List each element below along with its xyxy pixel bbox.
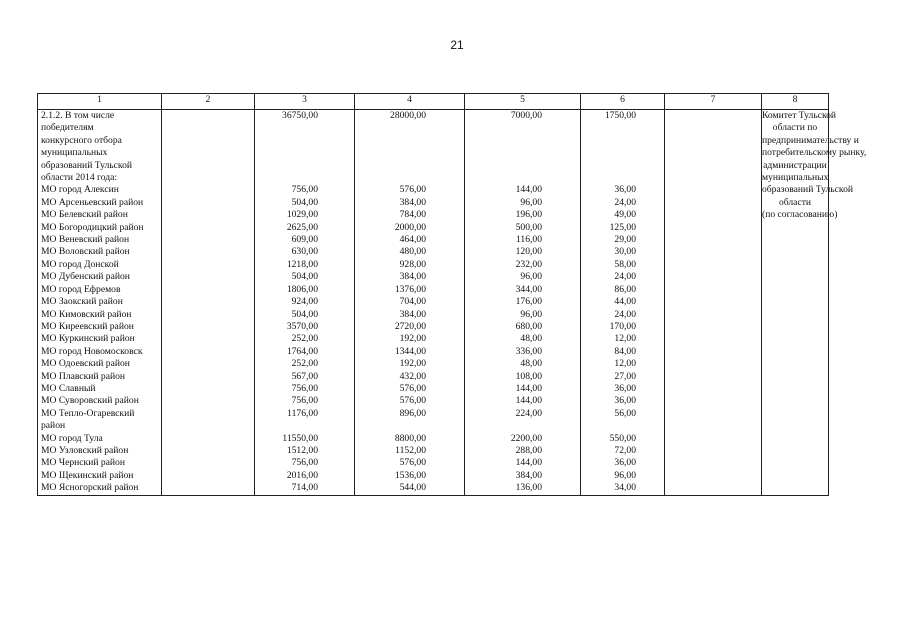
spacer — [255, 160, 318, 172]
header-cell: 7 — [665, 94, 762, 110]
value-c3: 2625,00 — [286, 221, 318, 233]
value-c6: 44,00 — [614, 296, 636, 308]
spacer — [255, 122, 318, 134]
value-c3: 504,00 — [291, 308, 318, 320]
municipality-name: МО Белевский район — [41, 209, 128, 221]
spacer — [581, 420, 636, 432]
body-row — [38, 110, 829, 496]
responsible-line: муниципальных — [762, 172, 829, 184]
value-c5: 232,00 — [515, 258, 542, 270]
spacer — [581, 122, 636, 134]
municipality-name: МО город Тула — [41, 432, 103, 444]
municipality-name: МО Воловский район — [41, 246, 130, 258]
total-value: 7000,00 — [510, 110, 542, 121]
spacer — [465, 172, 542, 184]
value-c3: 630,00 — [291, 246, 318, 258]
page-number: 21 — [450, 38, 464, 52]
value-c5: 144,00 — [515, 457, 542, 469]
value-c6: 96,00 — [614, 469, 636, 481]
spacer — [355, 122, 426, 134]
col4-cell — [355, 110, 465, 496]
value-c6: 36,00 — [614, 184, 636, 196]
spacer — [465, 135, 542, 147]
spacer — [355, 172, 426, 184]
section-title-line: муниципальных — [41, 147, 108, 159]
value-c3: 2016,00 — [286, 469, 318, 481]
value-c5: 108,00 — [515, 370, 542, 382]
value-c3: 252,00 — [291, 333, 318, 345]
value-c4: 8800,00 — [394, 432, 426, 444]
municipality-name: МО Тепло-Огаревский — [41, 407, 135, 419]
value-c4: 480,00 — [399, 246, 426, 258]
value-c6: 12,00 — [614, 358, 636, 370]
spacer — [581, 135, 636, 147]
value-c4: 576,00 — [399, 184, 426, 196]
value-c3: 1029,00 — [286, 209, 318, 221]
value-c3: 756,00 — [291, 395, 318, 407]
names-cell — [38, 110, 162, 496]
value-c4: 384,00 — [399, 196, 426, 208]
spacer — [355, 135, 426, 147]
value-c4: 576,00 — [399, 395, 426, 407]
value-c5: 144,00 — [515, 184, 542, 196]
responsible-line: области — [778, 196, 812, 208]
municipality-name: МО Суворовский район — [41, 395, 139, 407]
value-c4: 1376,00 — [394, 283, 426, 295]
responsible-line: Комитет Тульской — [762, 110, 837, 121]
value-c4: 192,00 — [399, 358, 426, 370]
value-c6: 49,00 — [614, 209, 636, 221]
empty-cell — [665, 110, 762, 496]
spacer — [465, 160, 542, 172]
value-c5: 48,00 — [520, 358, 542, 370]
value-c4: 384,00 — [399, 271, 426, 283]
value-c6: 36,00 — [614, 395, 636, 407]
value-c3: 3570,00 — [286, 320, 318, 332]
value-c6: 36,00 — [614, 382, 636, 394]
value-c4: 192,00 — [399, 333, 426, 345]
value-c5: 336,00 — [515, 345, 542, 357]
header-cell: 8 — [762, 94, 829, 110]
header-cell: 5 — [465, 94, 581, 110]
municipality-name: МО Одоевский район — [41, 358, 130, 370]
value-c6: 170,00 — [609, 320, 636, 332]
col5-cell — [465, 110, 581, 496]
responsible-line: администрации — [763, 159, 827, 171]
value-c6: 34,00 — [614, 482, 636, 494]
value-c6: 56,00 — [614, 407, 636, 419]
value-c5: 196,00 — [515, 209, 542, 221]
spacer — [255, 420, 318, 432]
spacer — [465, 420, 542, 432]
value-c3: 1176,00 — [287, 407, 318, 419]
value-c3: 756,00 — [291, 382, 318, 394]
value-c6: 72,00 — [614, 444, 636, 456]
value-c4: 576,00 — [399, 457, 426, 469]
value-c6: 29,00 — [614, 234, 636, 246]
section-title-line: победителям — [41, 122, 94, 134]
municipality-name: МО город Ефремов — [41, 283, 121, 295]
header-cell: 3 — [255, 94, 355, 110]
value-c5: 144,00 — [515, 395, 542, 407]
value-c3: 1512,00 — [286, 444, 318, 456]
value-c5: 120,00 — [515, 246, 542, 258]
value-c5: 96,00 — [520, 271, 542, 283]
value-c4: 2000,00 — [394, 221, 426, 233]
spacer — [465, 147, 542, 159]
value-c3: 567,00 — [291, 370, 318, 382]
municipality-name: МО Арсеньевский район — [41, 196, 144, 208]
value-c3: 504,00 — [291, 271, 318, 283]
value-c4: 384,00 — [399, 308, 426, 320]
value-c3: 1806,00 — [286, 283, 318, 295]
municipality-name: МО Славный — [41, 382, 96, 394]
spacer — [355, 420, 426, 432]
value-c4: 1152,00 — [395, 444, 426, 456]
spacer — [355, 147, 426, 159]
municipality-name: район — [41, 420, 66, 432]
responsible-cell — [762, 110, 867, 496]
value-c4: 1344,00 — [394, 345, 426, 357]
header-cell: 6 — [581, 94, 665, 110]
value-c4: 896,00 — [399, 407, 426, 419]
municipality-name: МО Кимовский район — [41, 308, 132, 320]
header-cell: 4 — [355, 94, 465, 110]
value-c6: 36,00 — [614, 457, 636, 469]
data-table — [37, 93, 867, 496]
value-c5: 144,00 — [515, 382, 542, 394]
spacer — [581, 160, 636, 172]
value-c3: 504,00 — [291, 196, 318, 208]
value-c3: 756,00 — [291, 457, 318, 469]
value-c6: 125,00 — [609, 221, 636, 233]
section-title-line: конкурсного отбора — [41, 134, 122, 146]
section-title-line: образований Тульской — [41, 159, 133, 171]
header-row — [38, 94, 829, 110]
value-c5: 288,00 — [515, 444, 542, 456]
spacer — [581, 147, 636, 159]
value-c5: 48,00 — [520, 333, 542, 345]
value-c5: 680,00 — [515, 320, 542, 332]
responsible-line: потребительскому рынку, — [762, 147, 867, 159]
municipality-name: МО Чернский район — [41, 457, 125, 469]
header-cell: 2 — [162, 94, 255, 110]
col6-cell — [581, 110, 665, 496]
value-c4: 704,00 — [399, 296, 426, 308]
municipality-name: МО Киреевский район — [41, 320, 134, 332]
spacer — [355, 160, 426, 172]
municipality-name: МО город Донской — [41, 258, 119, 270]
total-value: 1750,00 — [604, 110, 636, 121]
municipality-name: МО Ясногорский район — [41, 482, 139, 494]
value-c3: 756,00 — [291, 184, 318, 196]
total-value: 36750,00 — [282, 110, 318, 121]
value-c5: 384,00 — [515, 469, 542, 481]
responsible-line: образований Тульской — [762, 184, 854, 196]
value-c4: 544,00 — [399, 482, 426, 494]
value-c5: 2200,00 — [510, 432, 542, 444]
value-c3: 252,00 — [291, 358, 318, 370]
value-c6: 86,00 — [614, 283, 636, 295]
value-c6: 12,00 — [614, 333, 636, 345]
municipality-name: МО город Новомосковск — [41, 345, 143, 357]
spacer — [465, 122, 542, 134]
value-c5: 344,00 — [515, 283, 542, 295]
value-c4: 432,00 — [399, 370, 426, 382]
value-c6: 24,00 — [614, 196, 636, 208]
col3-cell — [255, 110, 355, 496]
value-c4: 464,00 — [399, 234, 426, 246]
value-c6: 550,00 — [609, 432, 636, 444]
value-c5: 176,00 — [515, 296, 542, 308]
spacer — [581, 172, 636, 184]
value-c5: 116,00 — [515, 234, 542, 246]
value-c5: 224,00 — [515, 407, 542, 419]
responsible-line: области по — [772, 122, 818, 134]
value-c6: 84,00 — [614, 345, 636, 357]
municipality-name: МО город Алексин — [41, 184, 119, 196]
value-c3: 11550,00 — [282, 432, 318, 444]
value-c6: 30,00 — [614, 246, 636, 258]
spacer — [255, 147, 318, 159]
section-title-line: области 2014 года: — [41, 172, 118, 184]
value-c4: 1536,00 — [394, 469, 426, 481]
municipality-name: МО Богородицкий район — [41, 221, 144, 233]
value-c5: 96,00 — [520, 196, 542, 208]
value-c3: 609,00 — [291, 234, 318, 246]
value-c6: 27,00 — [614, 370, 636, 382]
value-c4: 928,00 — [399, 258, 426, 270]
value-c4: 784,00 — [399, 209, 426, 221]
header-cell: 1 — [38, 94, 162, 110]
municipality-name: МО Щекинский район — [41, 469, 134, 481]
value-c6: 58,00 — [614, 258, 636, 270]
value-c5: 136,00 — [515, 482, 542, 494]
value-c5: 96,00 — [520, 308, 542, 320]
municipality-name: МО Веневский район — [41, 234, 130, 246]
spacer — [255, 172, 318, 184]
value-c5: 500,00 — [515, 221, 542, 233]
spacer — [255, 135, 318, 147]
value-c6: 24,00 — [614, 308, 636, 320]
responsible-line: (по согласованию) — [762, 209, 838, 221]
municipality-name: МО Плавский район — [41, 370, 126, 382]
municipality-name: МО Узловский район — [41, 444, 129, 456]
total-value: 28000,00 — [390, 110, 426, 121]
value-c3: 1764,00 — [286, 345, 318, 357]
municipality-name: МО Заокский район — [41, 296, 123, 308]
value-c3: 924,00 — [291, 296, 318, 308]
value-c3: 1218,00 — [286, 258, 318, 270]
section-title-line: 2.1.2. В том числе — [41, 110, 115, 121]
municipality-name: МО Куркинский район — [41, 333, 135, 345]
empty-cell — [162, 110, 255, 496]
value-c4: 576,00 — [399, 382, 426, 394]
value-c3: 714,00 — [291, 482, 318, 494]
value-c4: 2720,00 — [394, 320, 426, 332]
value-c6: 24,00 — [614, 271, 636, 283]
responsible-line: предпринимательству и — [762, 134, 859, 146]
municipality-name: МО Дубенский район — [41, 271, 130, 283]
